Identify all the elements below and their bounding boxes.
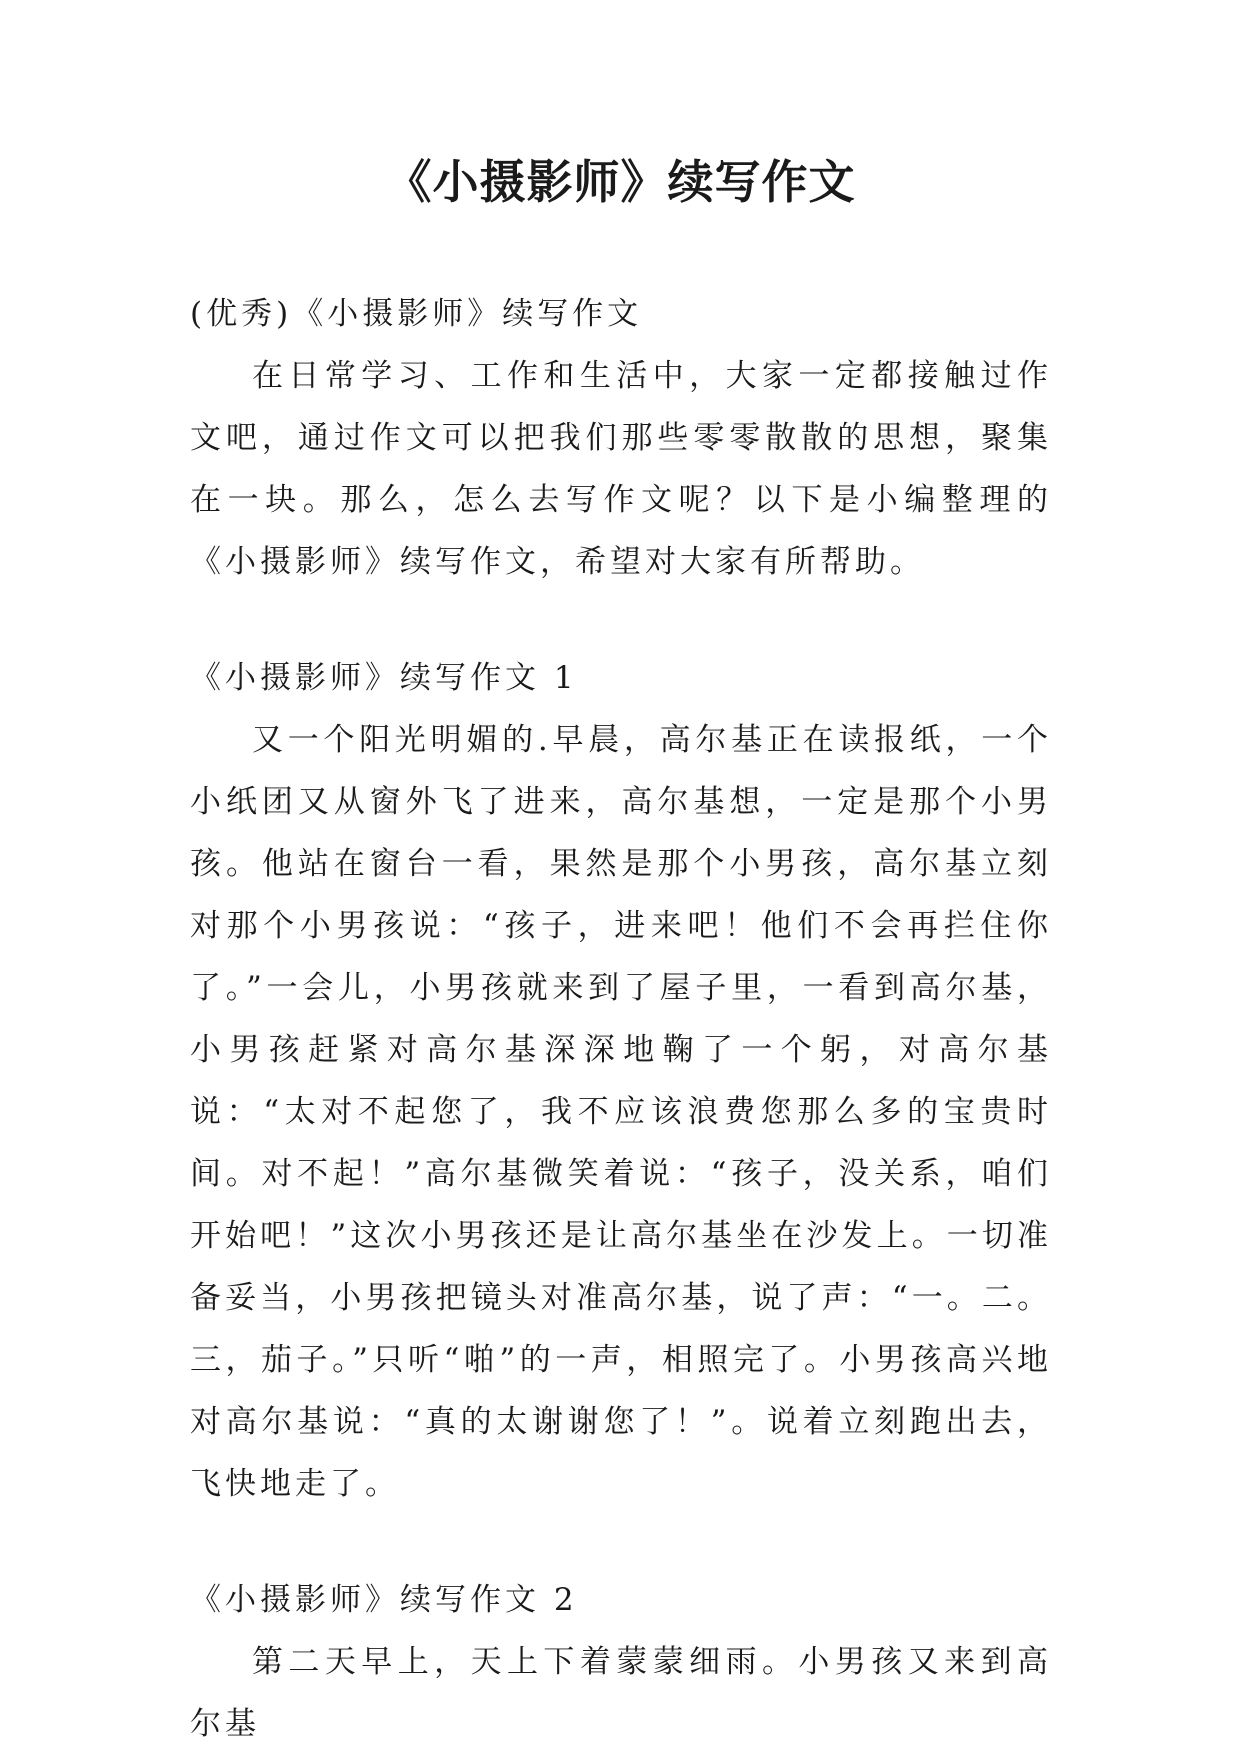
section-heading-1: 《小摄影师》续写作文 1 <box>190 660 578 696</box>
document-body <box>190 283 1052 1755</box>
section-heading-2: 《小摄影师》续写作文 2 <box>190 1582 578 1618</box>
section-spacer <box>190 1515 1052 1569</box>
section-spacer <box>190 593 1052 647</box>
intro-paragraph: 在日常学习、工作和生活中，大家一定都接触过作文吧，通过作文可以把我们那些零零散散的思想，聚集在一块。那么，怎么去写作文呢？以下是小编整理的《小摄影师》续写作文，希望对大家有所帮助。 <box>190 358 1052 580</box>
document-subtitle: (优秀)《小摄影师》续写作文 <box>190 296 643 332</box>
section-paragraph-1: 又一个阳光明媚的.早晨，高尔基正在读报纸，一个小纸团又从窗外飞了进来，高尔基想，一定是那个小男孩。他站在窗台一看，果然是那个小男孩，高尔基立刻对那个小男孩说：“孩子，进来吧！他们不会再拦住你了。”一会儿，小男孩就来到了屋子里，一看到高尔基，小男孩赶紧对高尔基深深地鞠了一个躬，对高尔基说：“太对不起您了，我不应该浪费您那么多的宝贵时间。对不起！”高尔基微笑着说：“孩子，没关系，咱们开始吧！”这次小男孩还是让高尔基坐在沙发上。一切准备妥当，小男孩把镜头对准高尔基，说了声：“一。二。三，茄子。”只听“啪”的一声，相照完了。小男孩高兴地对高尔基说：“真的太谢谢您了！”。说着立刻跑出去，飞快地走了。 <box>190 722 1052 1502</box>
document-title: 《小摄影师》续写作文 <box>385 155 856 209</box>
section-paragraph-2: 第二天早上，天上下着蒙蒙细雨。小男孩又来到高尔基 <box>190 1644 1052 1742</box>
